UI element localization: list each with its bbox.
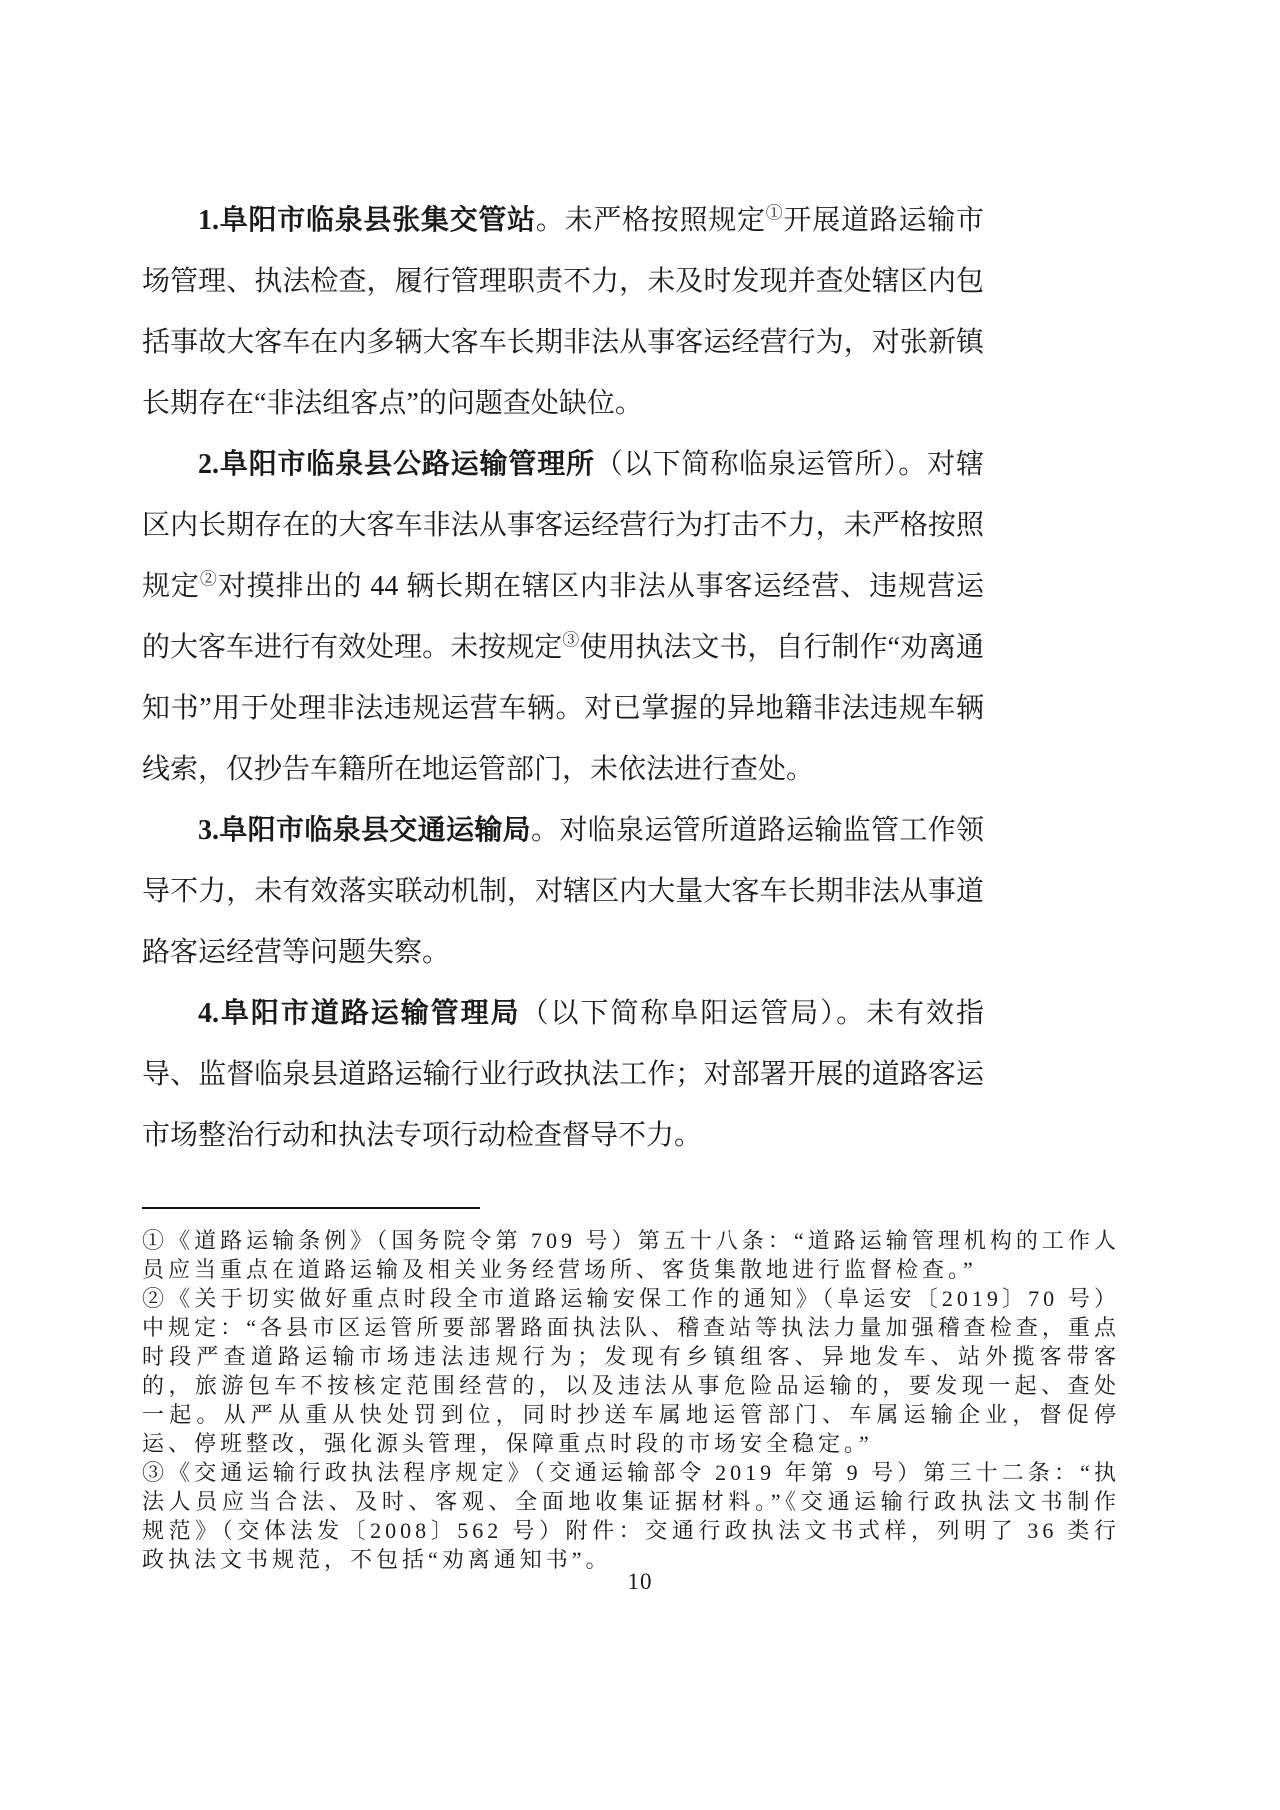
org-heading-3: 3.阜阳市临泉县交通运输局: [198, 815, 531, 846]
paragraph-2: [142, 434, 984, 800]
paragraph-1-text-2: 开展道路运输市场管理、执法检查，履行管理职责不力，未及时发现并查处辖区内包括事故大客车在内多辆大客车长期非法从事客运经营行为，对张新镇长期存在“非法组客点”的问题查处缺位。: [142, 205, 984, 419]
paragraph-3-text-1: 。对临泉运管所道路运输监管工作领导不力，未有效落实联动机制，对辖区内大量大客车长期非法从事道路客运经营等问题失察。: [142, 815, 984, 968]
paragraph-2-text-1: （以下简称临泉运管所）。对辖区内长期存在的大客车非法从事客运经营行为打击不力，未严格按照规定: [142, 449, 984, 602]
page-number: 10: [627, 1569, 653, 1594]
footnote-ref-mark-1: ①: [765, 203, 784, 223]
footnote-separator: [142, 1207, 480, 1209]
paragraph-1-text-1: 。未严格按照规定: [535, 205, 766, 236]
footnote-ref-mark-3: ③: [562, 630, 580, 650]
footnotes-block: [142, 1226, 1120, 1574]
footnote-1: ①《道路运输条例》（国务院令第 709 号）第五十八条：“道路运输管理机构的工作人员应当重点在道路运输及相关业务经营场所、客货集散地进行监督检查。”: [142, 1228, 1120, 1282]
paragraph-3: [142, 800, 984, 983]
org-heading-1: 1.阜阳市临泉县张集交管站: [198, 205, 536, 236]
paragraph-1: [142, 190, 984, 434]
footnote-2: ②《关于切实做好重点时段全市道路运输安保工作的通知》（阜运安〔2019〕70 号）中规定：“各县市区运管所要部署路面执法队、稽查站等执法力量加强稽查检查，重点时段严查道路运输市场违法违规行为；发现有乡镇组客、异地发车、站外揽客带客的，旅游包车不按核定范围经营的，以及违法从事危险品运输的，要发现一起、查处一起。从严从重从快处罚到位，同时抄送车属地运管部门、车属运输企业，督促停运、停班整改，强化源头管理，保障重点时段的市场安全稳定。”: [142, 1286, 1120, 1456]
document-body: [142, 190, 984, 1166]
org-heading-2: 2.阜阳市临泉县公路运输管理所: [198, 449, 595, 480]
paragraph-4-text-1: （以下简称阜阳运管局）。未有效指导、监督临泉县道路运输行业行政执法工作；对部署开展的道路客运市场整治行动和执法专项行动检查督导不力。: [142, 998, 984, 1151]
paragraph-2-text-2: 对摸排出的 44 辆长期在辖区内非法从事客运经营、违规营运的大客车进行有效处理。未按规定: [142, 571, 984, 663]
paragraph-4: [142, 983, 984, 1166]
footnote-3: ③《交通运输行政执法程序规定》（交通运输部令 2019 年第 9 号）第三十二条：“执法人员应当合法、及时、客观、全面地收集证据材料。”《交通运输行政执法文书制作规范》（交体法发〔2008〕562 号）附件：交通行政执法文书式样，列明了 36 类行政执法文书规范，不包括“劝离通知书”。: [142, 1460, 1120, 1572]
footnote-ref-mark-2: ②: [199, 569, 218, 589]
org-heading-4: 4.阜阳市道路运输管理局: [198, 998, 521, 1029]
paragraph-2-text-3: 使用执法文书，自行制作“劝离通知书”用于处理非法违规运营车辆。对已掌握的异地籍非法违规车辆线索，仅抄告车籍所在地运管部门，未依法进行查处。: [142, 632, 984, 785]
